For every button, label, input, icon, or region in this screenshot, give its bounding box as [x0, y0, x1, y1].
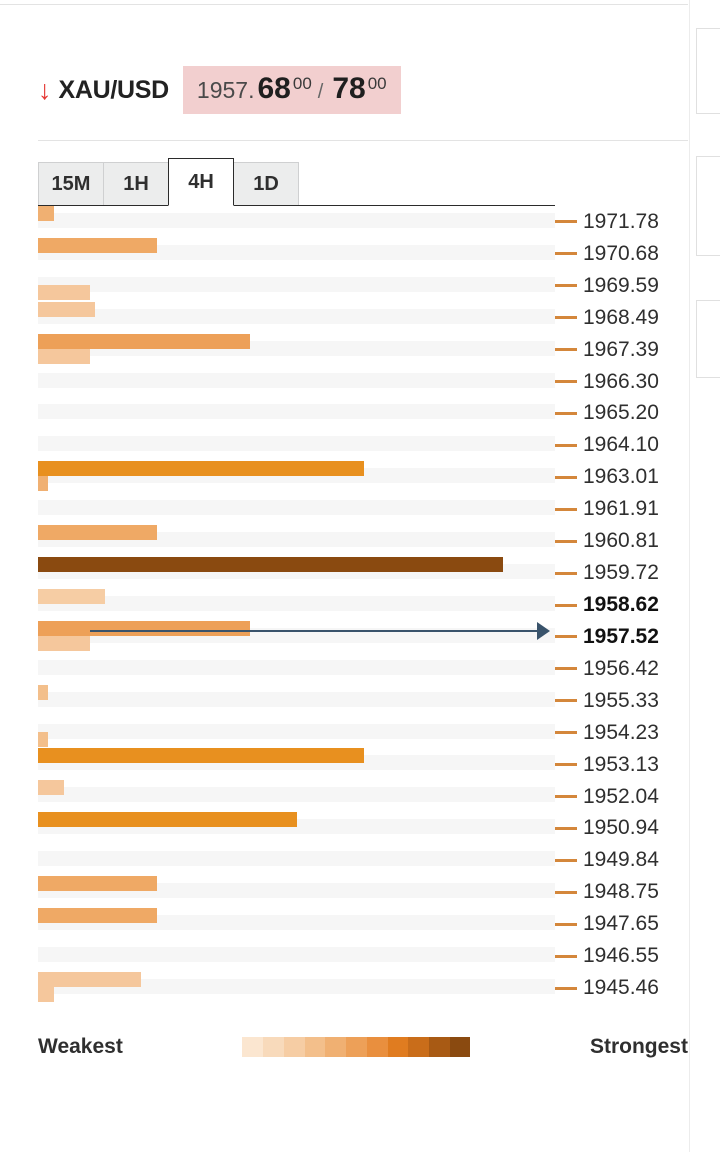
level-row[interactable]: [38, 429, 555, 461]
level-row[interactable]: [38, 397, 555, 429]
legend-swatch: [429, 1037, 450, 1057]
strength-bar: [38, 476, 48, 491]
price-tick-label: 1963.01: [583, 465, 659, 489]
tick-dash-icon: [555, 955, 577, 958]
level-row[interactable]: [38, 717, 555, 749]
price-tick: [555, 656, 659, 680]
tab-1h[interactable]: 1H: [103, 162, 169, 206]
price-tick: [555, 403, 659, 423]
price-tick-label: 1961.91: [583, 497, 659, 521]
strength-bar: [38, 812, 297, 827]
price-tick: [555, 467, 659, 487]
price-tick: [555, 499, 659, 519]
tick-dash-icon: [555, 604, 577, 607]
tick-dash-icon: [555, 635, 577, 638]
price-tick: [555, 531, 659, 551]
tab-1d[interactable]: 1D: [233, 162, 299, 206]
header-divider: [38, 140, 688, 141]
strength-bar: [38, 876, 157, 891]
level-row[interactable]: [38, 972, 555, 1004]
price-tick: [555, 273, 659, 297]
legend-swatch: [450, 1037, 471, 1057]
price-tick-label: 1953.13: [583, 752, 659, 776]
price-tick-label: 1947.65: [583, 912, 659, 936]
tick-dash-icon: [555, 763, 577, 766]
current-price-line: [90, 630, 545, 632]
price-tick: [555, 784, 659, 808]
price-tick: [555, 688, 659, 712]
level-row[interactable]: [38, 557, 555, 589]
level-row[interactable]: [38, 206, 555, 238]
arrow-down-icon: ↓: [38, 74, 52, 105]
level-row[interactable]: [38, 461, 555, 493]
tick-dash-icon: [555, 699, 577, 702]
strength-bar: [38, 987, 54, 1002]
strength-bar: [38, 636, 90, 651]
price-tick-label: 1950.94: [583, 816, 659, 840]
price-tick: [555, 305, 659, 329]
level-row[interactable]: [38, 748, 555, 780]
price-tick: [555, 435, 659, 455]
tick-dash-icon: [555, 795, 577, 798]
legend-swatch: [325, 1037, 346, 1057]
level-row-track: [38, 660, 555, 675]
level-row-track: [38, 724, 555, 739]
level-row[interactable]: [38, 876, 555, 908]
level-row[interactable]: [38, 908, 555, 940]
tab-4h[interactable]: 4H: [168, 158, 234, 206]
price-tick-label: 1959.72: [583, 561, 659, 585]
price-tick-label: 1955.33: [583, 688, 659, 712]
level-row[interactable]: [38, 366, 555, 398]
tick-dash-icon: [555, 444, 577, 447]
legend-swatch: [284, 1037, 305, 1057]
strength-bar: [38, 908, 157, 923]
level-row[interactable]: [38, 621, 555, 653]
level-row-track: [38, 787, 555, 802]
price-tick-label: 1969.59: [583, 273, 659, 297]
strength-bar: [38, 621, 250, 636]
tick-dash-icon: [555, 827, 577, 830]
level-row[interactable]: [38, 685, 555, 717]
tick-dash-icon: [555, 923, 577, 926]
price-tick: [555, 563, 659, 583]
level-row-track: [38, 213, 555, 228]
strength-bar: [38, 972, 141, 987]
strength-bar: [38, 748, 364, 763]
strength-bar: [38, 589, 105, 604]
legend-swatch: [388, 1037, 409, 1057]
legend-color-scale: [242, 1037, 470, 1057]
strength-bar: [38, 732, 48, 747]
price-tick: [555, 850, 659, 870]
price-tick: [555, 914, 659, 934]
price-tick-label: 1971.78: [583, 209, 659, 233]
strength-bar: [38, 685, 48, 700]
tick-dash-icon: [555, 412, 577, 415]
level-row-track: [38, 692, 555, 707]
strength-bar: [38, 780, 64, 795]
strength-bar: [38, 461, 364, 476]
strength-bar: [38, 349, 90, 364]
quote-integer: 1957.: [196, 77, 255, 103]
strength-bar: [38, 557, 503, 572]
tick-dash-icon: [555, 987, 577, 990]
tick-dash-icon: [555, 220, 577, 223]
price-tick-label: 1960.81: [583, 529, 659, 553]
tick-dash-icon: [555, 891, 577, 894]
price-tick: [555, 720, 659, 744]
level-row[interactable]: [38, 653, 555, 685]
price-tick: [555, 882, 659, 902]
ask-fraction: 00: [367, 74, 387, 93]
level-row[interactable]: [38, 270, 555, 302]
legend-weakest-label: Weakest: [38, 1035, 123, 1058]
level-row-track: [38, 436, 555, 451]
price-tick-label: 1949.84: [583, 848, 659, 872]
tick-dash-icon: [555, 284, 577, 287]
tick-dash-icon: [555, 380, 577, 383]
legend-strongest-label: Strongest: [589, 1035, 688, 1058]
tick-dash-icon: [555, 476, 577, 479]
instrument-header: [38, 62, 401, 118]
strength-bar: [38, 206, 54, 221]
legend-swatch: [367, 1037, 388, 1057]
quote-separator: /: [317, 81, 324, 103]
price-tick-label: 1956.42: [583, 656, 659, 680]
price-tick-label: 1968.49: [583, 305, 659, 329]
price-tick: [555, 595, 659, 615]
level-row-track: [38, 404, 555, 419]
price-tick-label: 1965.20: [583, 401, 659, 425]
price-tick: [555, 241, 659, 265]
price-tick: [555, 209, 659, 233]
price-tick: [555, 369, 659, 393]
price-tick-label: 1966.30: [583, 369, 659, 393]
level-row[interactable]: [38, 525, 555, 557]
legend-swatch: [346, 1037, 367, 1057]
top-divider: [0, 4, 688, 5]
level-row-track: [38, 947, 555, 962]
strength-bar: [38, 238, 157, 253]
level-row[interactable]: [38, 302, 555, 334]
price-tick: [555, 752, 659, 776]
price-tick: [555, 818, 659, 838]
level-row-track: [38, 596, 555, 611]
legend-swatch: [263, 1037, 284, 1057]
price-axis: [555, 206, 705, 1004]
current-price-marker: [537, 622, 550, 640]
level-row[interactable]: [38, 493, 555, 525]
bid-fraction: 00: [292, 74, 312, 93]
level-row-track: [38, 373, 555, 388]
price-tick-label: 1954.23: [583, 720, 659, 744]
tick-dash-icon: [555, 508, 577, 511]
tick-dash-icon: [555, 252, 577, 255]
price-tick: [555, 337, 659, 361]
tick-dash-icon: [555, 540, 577, 543]
tick-dash-icon: [555, 348, 577, 351]
strength-bar: [38, 302, 95, 317]
level-row[interactable]: [38, 780, 555, 812]
legend-swatch: [408, 1037, 429, 1057]
price-tick-label: 1948.75: [583, 880, 659, 904]
level-row[interactable]: [38, 334, 555, 366]
level-row-track: [38, 277, 555, 292]
ask-price: 78: [332, 72, 366, 105]
level-row[interactable]: [38, 812, 555, 844]
price-tick-label: 1967.39: [583, 337, 659, 361]
strength-legend: [38, 1030, 688, 1064]
instrument-symbol: XAU/USD: [58, 75, 169, 104]
price-tick-label: 1964.10: [583, 433, 659, 457]
price-tick-label: 1946.55: [583, 944, 659, 968]
legend-swatch: [242, 1037, 263, 1057]
tab-15m[interactable]: 15M: [38, 162, 104, 206]
bid-price: 68: [257, 72, 291, 105]
quote-badge[interactable]: [183, 66, 401, 114]
levels-chart: [38, 206, 555, 1004]
price-tick-label: 1970.68: [583, 241, 659, 265]
strength-bar: [38, 334, 250, 349]
price-tick-label: 1958.62: [583, 593, 659, 616]
price-tick: [555, 978, 659, 998]
tick-dash-icon: [555, 316, 577, 319]
strength-bar: [38, 525, 157, 540]
level-row[interactable]: [38, 238, 555, 270]
legend-swatch: [305, 1037, 326, 1057]
tick-dash-icon: [555, 731, 577, 734]
tick-dash-icon: [555, 667, 577, 670]
tick-dash-icon: [555, 572, 577, 575]
level-row[interactable]: [38, 589, 555, 621]
timeframe-tabs[interactable]: [38, 158, 298, 206]
level-row[interactable]: [38, 844, 555, 876]
strength-bar: [38, 285, 90, 300]
level-row[interactable]: [38, 940, 555, 972]
price-tick-label: 1957.52: [583, 624, 659, 648]
price-tick-label: 1952.04: [583, 784, 659, 808]
side-panel-card-1[interactable]: [696, 28, 720, 114]
price-tick: [555, 946, 659, 966]
price-tick: [555, 624, 659, 648]
level-row-track: [38, 309, 555, 324]
level-row-track: [38, 500, 555, 515]
price-tick-label: 1945.46: [583, 976, 659, 1000]
level-row-track: [38, 851, 555, 866]
tick-dash-icon: [555, 859, 577, 862]
